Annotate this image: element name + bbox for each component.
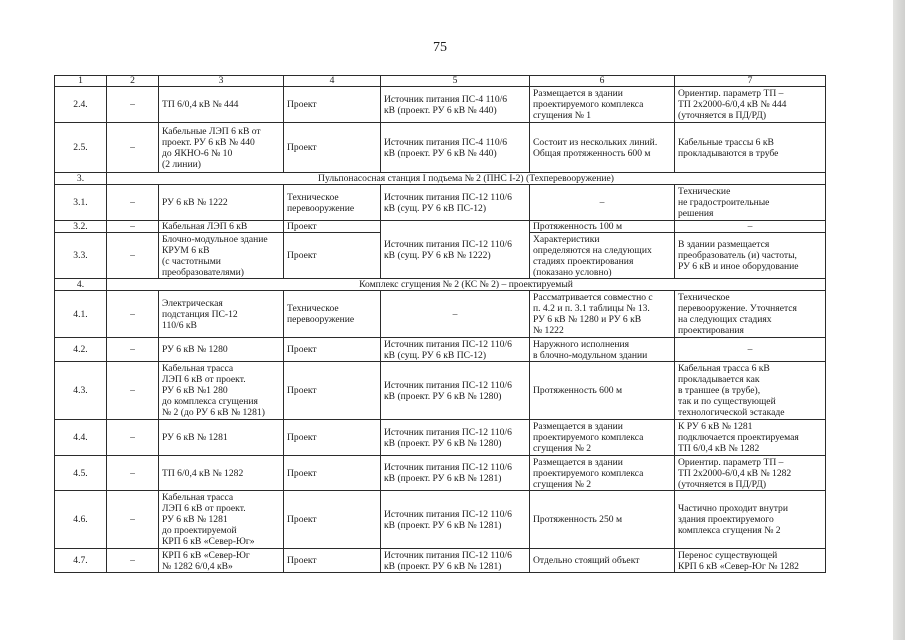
header-cell: 1 — [55, 76, 107, 87]
dash-cell: – — [107, 123, 159, 173]
type-cell: Проект — [284, 549, 381, 573]
section-row — [55, 279, 826, 291]
source-cell: – — [381, 291, 530, 338]
object-cell: РУ 6 кВ № 1222 — [159, 185, 284, 221]
source-cell: Источник питания ПС-12 110/6 кВ (проект. РУ 6 кВ № 1281) — [381, 549, 530, 573]
type-cell: Проект — [284, 87, 381, 123]
notes-cell: Размещается в здании проектируемого комплекса сгущения № 2 — [530, 456, 675, 491]
notes-cell: Отдельно стоящий объект — [530, 549, 675, 573]
dash-cell: – — [107, 233, 159, 279]
row-number: 3.3. — [55, 233, 107, 279]
row-number: 4.5. — [55, 456, 107, 491]
object-cell: Электрическая подстанция ПС-12 110/6 кВ — [159, 291, 284, 338]
object-cell: Блочно-модульное здание КРУМ 6 кВ (с частотными преобразователями) — [159, 233, 284, 279]
type-cell: Проект — [284, 362, 381, 420]
source-cell: Источник питания ПС-12 110/6 кВ (проект. РУ 6 кВ № 1280) — [381, 362, 530, 420]
object-cell: Кабельная ЛЭП 6 кВ — [159, 221, 284, 233]
table-row — [55, 123, 826, 173]
object-cell: Кабельная трасса ЛЭП 6 кВ от проект. РУ 6 кВ №1 280 до комплекса сгущения № 2 (до РУ 6 кВ № 1281) — [159, 362, 284, 420]
dash-cell: – — [107, 456, 159, 491]
dash-cell: – — [107, 87, 159, 123]
type-cell: Проект — [284, 420, 381, 456]
dash-cell: – — [107, 491, 159, 549]
notes-cell: Протяженность 600 м — [530, 362, 675, 420]
dash-cell: – — [107, 420, 159, 456]
type-cell: Проект — [284, 338, 381, 362]
notes-cell: Размещается в здании проектируемого комплекса сгущения № 1 — [530, 87, 675, 123]
type-cell: Техническое перевооружение — [284, 185, 381, 221]
page-number: 75 — [433, 40, 447, 55]
page-edge — [893, 0, 905, 640]
remarks-cell: Кабельные трассы 6 кВ прокладываются в трубе — [675, 123, 826, 173]
type-cell: Проект — [284, 491, 381, 549]
notes-cell: Характеристики определяются на следующих стадиях проектирования (показано условно) — [530, 233, 675, 279]
table-row — [55, 291, 826, 338]
table-row — [55, 362, 826, 420]
source-cell: Источник питания ПС-4 110/6 кВ (проект. РУ 6 кВ № 440) — [381, 87, 530, 123]
header-row — [55, 76, 826, 87]
dash-cell: – — [107, 185, 159, 221]
object-cell: ТП 6/0,4 кВ № 444 — [159, 87, 284, 123]
header-cell: 2 — [107, 76, 159, 87]
table-row — [55, 456, 826, 491]
type-cell: Проект — [284, 123, 381, 173]
header-cell: 6 — [530, 76, 675, 87]
table-row — [55, 87, 826, 123]
remarks-cell: Частично проходит внутри здания проектируемого комплекса сгущения № 2 — [675, 491, 826, 549]
table-row — [55, 185, 826, 221]
object-cell: КРП 6 кВ «Север-Юг № 1282 6/0,4 кВ» — [159, 549, 284, 573]
dash-cell: – — [107, 291, 159, 338]
header-cell: 7 — [675, 76, 826, 87]
object-cell: Кабельные ЛЭП 6 кВ от проект. РУ 6 кВ № 440 до ЯКНО-6 № 10 (2 линии) — [159, 123, 284, 173]
section-title: Комплекс сгущения № 2 (КС № 2) – проектируемый — [107, 279, 826, 291]
type-cell: Проект — [284, 233, 381, 279]
dash-cell: – — [107, 362, 159, 420]
header-cell: 4 — [284, 76, 381, 87]
remarks-cell: В здании размещается преобразователь (и) частоты, РУ 6 кВ и иное оборудование — [675, 233, 826, 279]
source-cell: Источник питания ПС-4 110/6 кВ (проект. РУ 6 кВ № 440) — [381, 123, 530, 173]
object-cell: РУ 6 кВ № 1281 — [159, 420, 284, 456]
remarks-cell: – — [675, 221, 826, 233]
dash-cell: – — [107, 221, 159, 233]
object-cell: ТП 6/0,4 кВ № 1282 — [159, 456, 284, 491]
object-cell: Кабельная трасса ЛЭП 6 кВ от проект. РУ 6 кВ № 1281 до проектируемой КРП 6 кВ «Север-Юг» — [159, 491, 284, 549]
notes-cell: Рассматривается совместно с п. 4.2 и п. 3.1 таблицы № 13. РУ 6 кВ № 1280 и РУ 6 кВ № 1222 — [530, 291, 675, 338]
remarks-cell: Технические не градостроительные решения — [675, 185, 826, 221]
row-number: 4.1. — [55, 291, 107, 338]
remarks-cell: Техническое перевооружение. Уточняется на следующих стадиях проектирования — [675, 291, 826, 338]
source-cell: Источник питания ПС-12 110/6 кВ (проект. РУ 6 кВ № 1280) — [381, 420, 530, 456]
section-row — [55, 173, 826, 185]
notes-cell: Состоит из нескольких линий. Общая протяженность 600 м — [530, 123, 675, 173]
row-number: 3.1. — [55, 185, 107, 221]
header-cell: 3 — [159, 76, 284, 87]
row-number: 4.2. — [55, 338, 107, 362]
remarks-cell: К РУ 6 кВ № 1281 подключается проектируемая ТП 6/0,4 кВ № 1282 — [675, 420, 826, 456]
source-cell: Источник питания ПС-12 110/6 кВ (сущ. РУ 6 кВ ПС-12) — [381, 185, 530, 221]
remarks-cell: Ориентир. параметр ТП – ТП 2х2000-6/0,4 кВ № 444 (уточняется в ПД/РД) — [675, 87, 826, 123]
row-number: 2.5. — [55, 123, 107, 173]
table-row — [55, 221, 826, 233]
type-cell: Проект — [284, 221, 381, 233]
header-cell: 5 — [381, 76, 530, 87]
remarks-cell: Ориентир. параметр ТП – ТП 2х2000-6/0,4 кВ № 1282 (уточняется в ПД/РД) — [675, 456, 826, 491]
dash-cell: – — [107, 338, 159, 362]
type-cell: Проект — [284, 456, 381, 491]
dash-cell: – — [107, 549, 159, 573]
source-cell: Источник питания ПС-12 110/6 кВ (проект. РУ 6 кВ № 1281) — [381, 491, 530, 549]
section-title: Пульпонасосная станция I подъема № 2 (ПНС I-2) (Техперевооружение) — [107, 173, 826, 185]
source-cell: Источник питания ПС-12 110/6 кВ (сущ. РУ 6 кВ ПС-12) — [381, 338, 530, 362]
data-table — [54, 75, 826, 573]
section-number: 4. — [55, 279, 107, 291]
row-number: 4.3. — [55, 362, 107, 420]
notes-cell: Протяженность 100 м — [530, 221, 675, 233]
row-number: 4.4. — [55, 420, 107, 456]
table-row — [55, 420, 826, 456]
remarks-cell: Перенос существующей КРП 6 кВ «Север-Юг № 1282 — [675, 549, 826, 573]
table-row — [55, 549, 826, 573]
source-cell: Источник питания ПС-12 110/6 кВ (сущ. РУ 6 кВ № 1222) — [381, 221, 530, 279]
source-cell: Источник питания ПС-12 110/6 кВ (проект. РУ 6 кВ № 1281) — [381, 456, 530, 491]
notes-cell: Наружного исполнения в блочно-модульном здании — [530, 338, 675, 362]
table-row — [55, 491, 826, 549]
type-cell: Техническое перевооружение — [284, 291, 381, 338]
notes-cell: – — [530, 185, 675, 221]
notes-cell: Протяженность 250 м — [530, 491, 675, 549]
remarks-cell: Кабельная трасса 6 кВ прокладывается как в траншее (в трубе), так и по существующей технологической эстакаде — [675, 362, 826, 420]
row-number: 4.7. — [55, 549, 107, 573]
notes-cell: Размещается в здании проектируемого комплекса сгущения № 2 — [530, 420, 675, 456]
row-number: 4.6. — [55, 491, 107, 549]
table-row — [55, 338, 826, 362]
row-number: 3.2. — [55, 221, 107, 233]
remarks-cell: – — [675, 338, 826, 362]
row-number: 2.4. — [55, 87, 107, 123]
section-number: 3. — [55, 173, 107, 185]
object-cell: РУ 6 кВ № 1280 — [159, 338, 284, 362]
